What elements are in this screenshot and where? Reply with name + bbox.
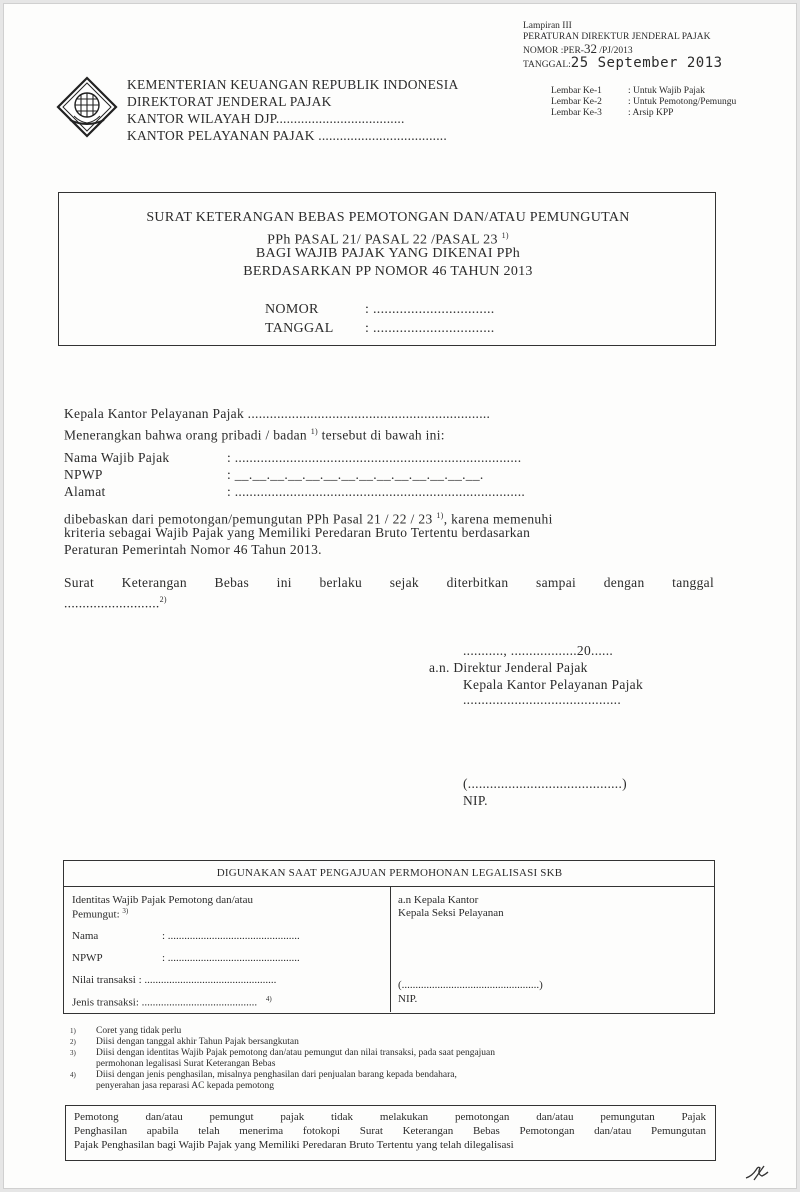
lampiran-nomor: NOMOR :PER-32 /PJ/2013 [523,41,633,56]
footnote-2: 2) Diisi dengan tanggal akhir Tahun Pajak bersangkutan [70,1037,299,1047]
document-page [3,3,797,1189]
title-line-4: BERDASARKAN PP NOMOR 46 TAHUN 2013 [243,264,533,279]
tanggal-field: : ................................ [365,321,495,336]
footnote-4: 4) Diisi dengan jenis penghasilan, misalnya penghasilan dari penjualan barang kepada bendahara, [70,1070,457,1080]
nama-wp-field: : .............................................................................. [227,450,522,465]
legal-nama-label: Nama [72,930,99,942]
sign-dots: ........................................... [463,692,622,707]
lembar-3: Lembar Ke-3 : Arsip KPP [551,108,674,118]
footnote-4-cont: penyerahan jasa reparasi AC kepada pemotong [96,1081,275,1091]
legalisasi-box [63,860,715,1014]
footnote-1: 1) Coret yang tidak perlu [70,1026,182,1036]
paragraph-1-line-2: kriteria sebagai Wajib Pajak yang Memiliki Peredaran Bruto Tertentu berdasarkan [64,525,531,540]
tanggal-label: TANGGAL [265,321,334,336]
legal-npwp-label: NPWP [72,952,103,964]
lampiran-regulation: PERATURAN DIREKTUR JENDERAL PAJAK [523,32,711,42]
notice-line-1: Pemotong dan/atau pemungut pajak tidak melakukan pemotongan dan/atau pemungutan Pajak [74,1111,706,1123]
legal-jenis-transaksi: Jenis transaksi: .......................................... $^{4)}$ [72,995,272,1009]
legal-nilai-transaksi: Nilai transaksi : ................................................ [72,974,277,986]
kop-regional-office: KANTOR WILAYAH DJP.................................... [127,111,405,126]
legal-sign-nip: NIP. [398,993,418,1005]
menerangkan-line: Menerangkan bahwa orang pribadi / badan $^{1)}$ tersebut di bawah ini: [64,427,445,443]
sign-name: (..........................................) [463,776,627,791]
ministry-emblem-icon [56,76,118,138]
lampiran-tanggal: TANGGAL:25 September 2013 [523,55,723,71]
lembar-1: Lembar Ke-1 : Untuk Wajib Pajak [551,86,705,96]
npwp-label: NPWP [64,467,103,482]
sign-date: ..........., ..................20...... [463,643,614,658]
identitas-line-1: Identitas Wajib Pajak Pemotong dan/atau [72,894,253,906]
sign-an: a.n. Direktur Jenderal Pajak [429,660,588,675]
kop-directorate: DIREKTORAT JENDERAL PAJAK [127,94,332,109]
initial-mark-icon [744,1162,770,1182]
nomor-field: : ................................ [365,302,495,317]
kop-ministry: KEMENTERIAN KEUANGAN REPUBLIK INDONESIA [127,77,459,92]
sign-nip: NIP. [463,793,488,808]
footnote-3-cont: permohonan legalisasi Surat Keterangan Bebas [96,1059,276,1069]
notice-text [74,1110,706,1152]
alamat-label: Alamat [64,484,106,499]
paragraph-1-line-1: dibebaskan dari pemotongan/pemungutan PPh Pasal 21 / 22 / 23 $^{1)}$, karena memenuhi [64,511,553,527]
legal-npwp-field: : ................................................ [162,952,300,964]
paragraph-2-line-1: Surat Keterangan Bebas ini berlaku sejak diterbitkan sampai dengan tanggal [64,575,714,590]
lampiran-line: Lampiran III [523,21,572,31]
title-line-2: PPh PASAL 21/ PASAL 22 /PASAL 23 $^{1)}$ [267,231,509,248]
nama-wp-label: Nama Wajib Pajak [64,450,170,465]
npwp-field: : __.__.__.__.__.__.__.__.__.__.__.__.__.__. [227,467,484,482]
kepala-kantor-line: Kepala Kantor Pelayanan Pajak .................................................................. [64,406,491,421]
alamat-field: : ............................................................................... [227,484,526,499]
sign-kepala: Kepala Kantor Pelayanan Pajak [463,677,644,692]
legal-an-kepala: a.n Kepala Kantor [398,894,479,906]
title-line-3: BAGI WAJIB PAJAK YANG DIKENAI PPh [255,246,521,261]
footnote-3: 3) Diisi dengan identitas Wajib Pajak pemotong dan/atau pemungut dan nilai transaksi, pada saat pengajuan [70,1048,496,1058]
lembar-2: Lembar Ke-2 : Untuk Pemotong/Pemungu [551,97,737,107]
notice-line-2: Penghasilan apabila telah menerima fotokopi Surat Keterangan Bebas Pemotongan dan/atau Pemungutan [74,1125,706,1137]
legal-sign-name: (..................................................) [398,979,543,991]
legal-nama-field: : ................................................ [162,930,300,942]
title-line-1: SURAT KETERANGAN BEBAS PEMOTONGAN DAN/ATAU PEMUNGUTAN [146,210,630,225]
paragraph-2-line-2: ..........................$^{2)}$ [64,595,167,611]
notice-line-3: Pajak Penghasilan bagi Wajib Pajak yang Memiliki Peredaran Bruto Tertentu yang telah dilegalisasi [74,1139,514,1151]
legalisasi-header: DIGUNAKAN SAAT PENGAJUAN PERMOHONAN LEGALISASI SKB [216,867,563,879]
legalisasi-column-divider [390,886,391,1012]
paragraph-1-line-3: Peraturan Pemerintah Nomor 46 Tahun 2013. [64,542,322,557]
legal-kepala-seksi: Kepala Seksi Pelayanan [398,907,504,919]
identitas-line-2: Pemungut: $^{3)}$ [72,907,129,921]
kop-tax-office: KANTOR PELAYANAN PAJAK .................................... [127,128,447,143]
nomor-label: NOMOR [265,302,319,317]
